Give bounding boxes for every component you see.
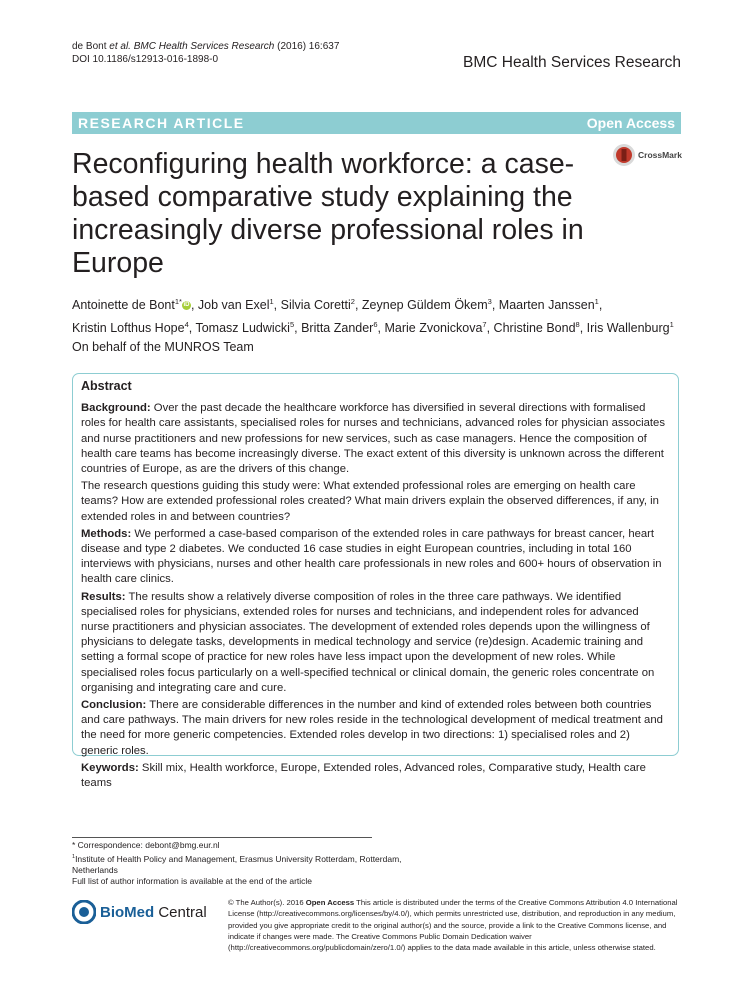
author-line-1: Antoinette de Bont$^{1*}$ iD , Job van Exel$^1$, Silvia Coretti$^2$, Zeynep Güldem Ökem$^3$, Maarten Janssen$^1$, — [72, 297, 603, 313]
correspondence: * Correspondence: debont@bmg.eur.nl — [72, 840, 220, 850]
abstract-methods — [81, 527, 670, 588]
author-line-2: Kristin Lofthus Hope$^4$, Tomasz Ludwicki$^5$, Britta Zander$^6$, Marie Zvonickova$^7$, Christine Bond$^8$, Iris Wallenburg$^1$ — [72, 320, 674, 336]
logo-name-bold: BioMed — [100, 903, 155, 921]
crossmark-label: CrossMark — [638, 150, 682, 160]
keywords-label: Keywords: — [81, 761, 139, 774]
open-access-label: Open Access — [586, 115, 675, 131]
abstract-box — [72, 373, 679, 790]
author-name[interactable]: Silvia Coretti — [280, 298, 351, 313]
abstract-heading: Abstract — [81, 379, 132, 393]
abstract-results — [81, 590, 670, 696]
license-prefix: © The Author(s). 2016 — [228, 898, 306, 907]
author-name[interactable]: Zeynep Güldem Ökem — [361, 298, 488, 313]
affiliation-text: Institute of Health Policy and Management, Erasmus University Rotterdam, Rotterdam, Netherlands — [72, 853, 402, 875]
article-title: Reconfiguring health workforce: a case-based comparative study explaining the increasingly diverse professional roles in Europe — [72, 148, 584, 279]
crossmark-badge[interactable] — [612, 140, 687, 170]
author-affil: 5 — [289, 320, 295, 330]
abstract-background-2: The research questions guiding this study were: What extended professional roles are emerging on health care teams? How are extended professional roles created? What main drivers explain the observed differences, if any, in extended roles in and between countries? — [81, 480, 659, 523]
affiliation-sup: 1 — [72, 853, 76, 860]
logo-name-rest: Central — [154, 903, 207, 921]
citation-header — [72, 40, 339, 66]
article-type-banner — [72, 112, 681, 134]
full-author-info: Full list of author information is available at the end of the article — [72, 876, 313, 887]
doi[interactable]: DOI 10.1186/s12913-016-1898-0 — [72, 54, 219, 65]
citation-year: (2016) 16:637 — [277, 41, 340, 52]
footnotes — [72, 840, 402, 888]
license-text — [228, 897, 683, 953]
citation-etal: et al. — [109, 41, 131, 52]
author-affil: 1 — [269, 297, 274, 306]
footnote-divider — [72, 837, 372, 838]
methods-text: We performed a case-based comparison of the extended roles in care pathways for breast cancer, heart disease and type 2 diabetes. We conducted 16 case studies in eight European countries, including in total 160 interviews with physicians, nurses and other health care professionals in new roles and 600+ hours of observation in health care clinics. — [81, 527, 662, 586]
author-name[interactable]: Christine Bond — [493, 321, 576, 336]
citation-journal: BMC Health Services Research — [130, 41, 275, 52]
citation-authors: de Bont — [72, 41, 110, 52]
author-name[interactable]: Maarten Janssen — [498, 298, 595, 313]
author-name[interactable]: Antoinette de Bont — [72, 298, 175, 313]
author-name[interactable]: Britta Zander — [301, 321, 374, 336]
author-affil: 2 — [350, 297, 355, 306]
methods-label: Methods: — [81, 527, 132, 540]
biomed-central-logo-icon — [72, 900, 96, 924]
biomed-central-wordmark — [100, 904, 207, 921]
author-name[interactable]: Marie Zvonickova — [384, 321, 483, 336]
license-open-access: Open Access — [305, 898, 355, 907]
background-text: Over the past decade the healthcare workforce has diversified in several directions with formalised roles for health care assistants, specialised roles for nurses and technicians, advanced roles for physician associates and nurse practitioners and new professions for new services, such as case managers. Hence the composition of health care teams has become increasingly diverse. The exact extent of this diversity is unknown across the different countries of Europe, as are the drivers of this change. — [81, 402, 665, 476]
author-affil: 8 — [575, 320, 580, 330]
author-affil: 1 — [669, 320, 674, 330]
conclusion-text: There are considerable differences in the number and kind of extended roles between both countries and care pathways. The main drivers for new roles reside in the technological development of medical treatment and the need for more generic competencies. Extended roles develop in two directions: 1) specialised roles and 2) generic roles. — [81, 699, 663, 757]
license-body: This article is distributed under the terms of the Creative Commons Attribution 4.0 International License (http://creativecommons.org/licenses/by/4.0/), which permits unrestricted use, distribution, and reproduction in any medium, provided you give appropriate credit to the original author(s) and the source, provide a link to the Creative Commons license, and indicate if changes were made. The Creative Commons Public Domain Dedication waiver (http://creativecommons.org/publicdomain/zero/1.0/) applies to the data made available in this article, unless otherwise stated. — [228, 898, 678, 953]
abstract-conclusion — [81, 698, 670, 759]
affiliation — [72, 852, 402, 877]
conclusion-label: Conclusion: — [81, 699, 147, 712]
author-name[interactable]: Tomasz Ludwicki — [195, 321, 290, 336]
results-text: The results show a relatively diverse composition of roles in the three care pathways. We identified specialised roles for physicians, extended roles for nurses and technicians, and independent roles for advanced nurse practitioners and physician associates. The development of extended roles depends upon the willingness of physicians to delegate tasks, developments in medical technology and service (re)design. Academic training and setting a formal scope of practice for new roles have less impact upon the development of new roles. While specialised roles focus particularly on a well-specified technical or clinical domain, the generic roles concentrate on organising and integrating care and cure. — [81, 590, 655, 694]
crossmark-icon — [612, 143, 636, 167]
author-name[interactable]: Kristin Lofthus Hope — [72, 321, 185, 336]
author-affil: 4 — [184, 320, 189, 330]
keywords-text: Skill mix, Health workforce, Europe, Extended roles, Advanced roles, Comparative study, Health care teams — [81, 761, 646, 790]
author-affil: 1 — [594, 297, 599, 306]
abstract-keywords — [81, 761, 670, 791]
author-list — [72, 292, 692, 357]
article-type-label: RESEARCH ARTICLE — [78, 115, 245, 131]
author-affil: 3 — [487, 297, 492, 306]
author-affil: 7 — [482, 320, 487, 330]
biomed-central-logo[interactable] — [72, 898, 217, 926]
author-affil: 6 — [373, 320, 378, 330]
author-name[interactable]: Job van Exel — [197, 298, 270, 313]
journal-name: BMC Health Services Research — [463, 54, 681, 71]
orcid-icon[interactable]: iD — [183, 302, 190, 309]
author-team: On behalf of the MUNROS Team — [72, 340, 254, 355]
author-name[interactable]: Iris Wallenburg — [586, 321, 670, 336]
abstract-background — [81, 401, 670, 477]
author-affil: 1* — [174, 297, 182, 306]
results-label: Results: — [81, 590, 126, 603]
background-label: Background: — [81, 402, 151, 415]
